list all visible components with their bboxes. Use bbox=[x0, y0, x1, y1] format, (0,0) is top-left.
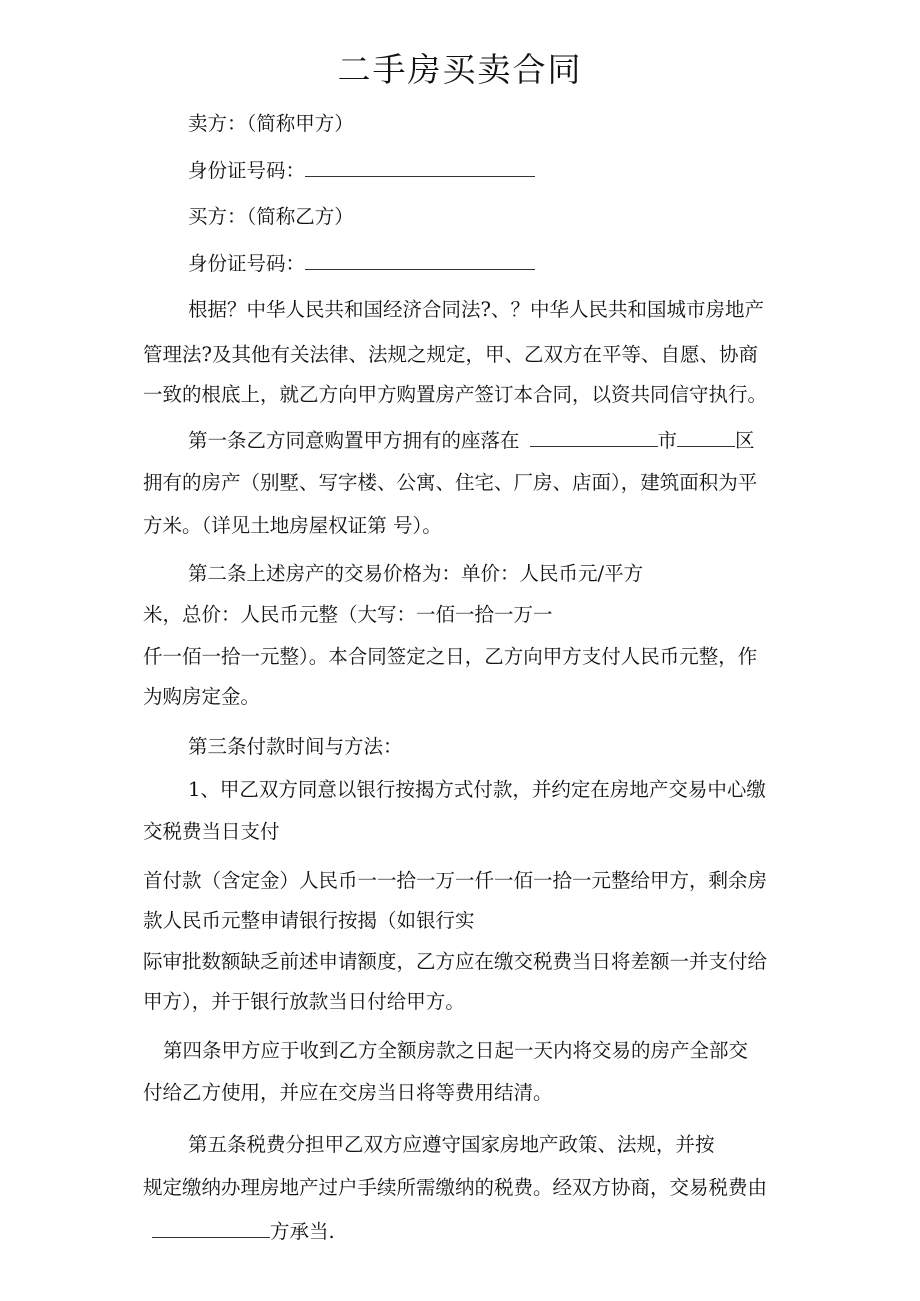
document-title: 二手房买卖合同 bbox=[337, 50, 583, 89]
buyer-label: 买方：（简称乙方） bbox=[188, 205, 354, 228]
district-blank bbox=[677, 445, 735, 447]
article2-line: 米，总价：人民币元整（大写：一佰一拾一万一 bbox=[143, 603, 553, 626]
article3-line: 交税费当日支付 bbox=[143, 820, 280, 843]
article3-line: 首付款（含定金）人民币一一拾一万一仟一佰一拾一元整给甲方，剩余房 bbox=[143, 869, 768, 892]
location-blank bbox=[530, 445, 658, 447]
article3-line: 款人民币元整申请银行按揭（如银行实 bbox=[143, 909, 475, 932]
article1-line1 bbox=[188, 426, 755, 456]
article1-line2: 拥有的房产（别墅、写字楼、公寓、住宅、厂房、店面），建筑面积为平 bbox=[143, 471, 758, 494]
tax-payer-text: 方承当. bbox=[270, 1220, 335, 1243]
article3-line: 1、甲乙双方同意以银行按揭方式付款，并约定在房地产交易中心缴 bbox=[188, 778, 766, 801]
article5-line2: 规定缴纳办理房地产过户手续所需缴纳的税费。经双方协商，交易税费由 bbox=[143, 1176, 768, 1199]
article1-text: 第一条乙方同意购置甲方拥有的座落在 bbox=[188, 429, 520, 452]
article2-line: 为购房定金。 bbox=[143, 685, 261, 708]
preamble-line: 一致的根底上，就乙方向甲方购置房产签订本合同，以资共同信守执行。 bbox=[143, 383, 768, 406]
article2-line: 仟一佰一拾一元整）。本合同签定之日，乙方向甲方支付人民币元整，作 bbox=[143, 645, 758, 668]
seller-id-label: 身份证号码： bbox=[188, 159, 306, 182]
article3-line: 甲方），并于银行放款当日付给甲方。 bbox=[143, 990, 465, 1013]
buyer-id-row bbox=[188, 249, 535, 279]
preamble-line: 根据？中华人民共和国经济合同法?、？中华人民共和国城市房地产 bbox=[188, 298, 764, 321]
article3-line: 际审批数额缺乏前述申请额度，乙方应在缴交税费当日将差额一并支付给 bbox=[143, 950, 768, 973]
article5-line1: 第五条税费分担甲乙双方应遵守国家房地产政策、法规，并按 bbox=[188, 1133, 715, 1156]
article5-line3 bbox=[152, 1217, 335, 1247]
article4-line: 付给乙方使用，并应在交房当日将等费用结清。 bbox=[143, 1081, 553, 1104]
seller-id-blank bbox=[305, 175, 535, 177]
article1-line3: 方米。（详见土地房屋权证第 号）。 bbox=[143, 514, 442, 537]
article4-line: 第四条甲方应于收到乙方全额房款之日起一天内将交易的房产全部交 bbox=[163, 1039, 749, 1062]
seller-id-row bbox=[188, 156, 535, 186]
buyer-id-label: 身份证号码： bbox=[188, 252, 306, 275]
preamble-line: 管理法?及其他有关法律、法规之规定，甲、乙双方在平等、自愿、协商 bbox=[143, 343, 758, 366]
tax-payer-blank bbox=[152, 1236, 270, 1238]
district-label: 区 bbox=[735, 429, 755, 452]
seller-label: 卖方：（简称甲方） bbox=[188, 112, 354, 135]
article2-line: 第二条上述房产的交易价格为：单价：人民币元/平方 bbox=[188, 562, 644, 585]
city-label: 市 bbox=[657, 429, 678, 452]
article3-heading: 第三条付款时间与方法： bbox=[188, 735, 403, 758]
buyer-id-blank bbox=[305, 268, 535, 270]
